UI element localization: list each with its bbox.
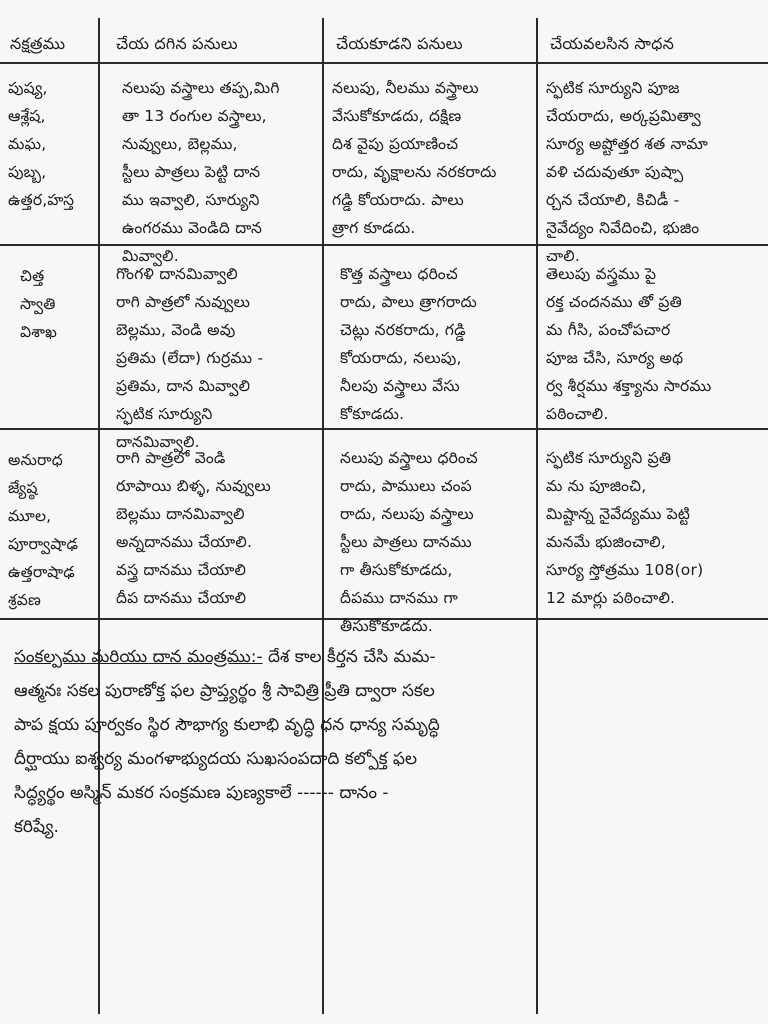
row-2-nakshatras: చిత్త స్వాతి విశాఖ: [20, 267, 57, 341]
row-1-nakshatras: పుష్య, ఆశ్లేష, మఘ, పుబ్బ, ఉత్తర,హస్త: [8, 79, 75, 209]
row-divider-1: [0, 244, 768, 246]
row-1-do: నలుపు వస్త్రాలు తప్ప,మిగి తా 13 రంగుల వస్త్రాలు, నువ్వులు, బెల్లము, స్టీలు పాత్రలు పెట్టి దాన ము ఇవ్వాలి, సూర్యుని ఉంగరము వెండిది దాన మివ్వాలి.: [122, 79, 280, 265]
row-3-nakshatras: అనురాధ జ్యేష్ఠ మూల, పూర్వాషాఢ ఉత్తరాషాఢ శ్రవణ: [8, 451, 79, 609]
row-3-remedy: స్ఫటిక సూర్యుని ప్రతి మ ను పూజించి, మిష్టాన్న నైవేద్యము పెట్టి మనమే భుజించాలి, సూర్య స్తోత్రము 108(or) 12 మార్లు పఠించాలి.: [546, 449, 704, 607]
sankalpa-heading: సంకల్పము మరియు దాన మంత్రము:-: [14, 647, 263, 667]
row-2-dont: కొత్త వస్త్రాలు ధరించ రాదు, పాలు త్రాగరాదు చెట్లు నరకరాదు, గడ్డి కోయరాదు, నలుపు, నీలపు వస్త్రాలు వేసు కోకూడదు.: [340, 265, 477, 423]
row-3-dont: నలుపు వస్త్రాలు ధరించ రాదు, పాములు చంప రాదు, నలుపు వస్త్రాలు స్టీలు పాత్రలు దానము గా తీసుకోకూడదు, దీపము దానము గా తీసుకోకూడదు.: [340, 449, 478, 635]
row-3-do: రాగి పాత్రలో వెండి రూపాయి బిళ్ళ, నువ్వులు బెల్లము దానమివ్వాలి అన్నదానము చేయాలి. వస్త్ర దానము చేయాలి దీప దానము చేయాలి: [116, 449, 271, 607]
row-2-do: గొంగళి దానమివ్వాలి రాగి పాత్రలో నువ్వులు బెల్లము, వెండి అవు ప్రతిమ (లేదా) గుర్రము - ప్రతిమ, దాన మివ్వాలి స్ఫటిక సూర్యుని దానమివ్వాలి.: [116, 265, 264, 451]
column-divider-1: [98, 18, 100, 1014]
row-2-remedy: తెలుపు వస్త్రము పై రక్త చందనము తో ప్రతి మ గీసి, పంచోపచార పూజ చేసి, సూర్య అథ ర్వ శీర్షము శక్త్యాను సారము పఠించాలి.: [546, 265, 712, 423]
header-do: చేయ దగిన పనులు: [116, 34, 238, 53]
header-remedy: చేయవలసిన సాధన: [550, 34, 675, 53]
row-1-remedy: స్ఫటిక సూర్యుని పూజ చేయరాదు, అర్కప్రమిత్వా సూర్య అష్టోత్తర శత నామా వళి చదువుతూ పుష్పా ర్చన చేయాలి, కిచిడీ - నైవేద్యం నివేదించి, భుజిం చాలి.: [546, 79, 708, 265]
sankalpa-mantra-paragraph: [14, 640, 758, 844]
column-divider-3: [536, 18, 538, 1014]
header-dont: చేయకూడని పనులు: [336, 34, 463, 53]
sankalpa-text: దేశ కాల కీర్తన చేసి మమ- ఆత్మనః సకల పురాణోక్త ఫల ప్రాప్త్యర్థం శ్రీ సావిత్రి ప్రీతి ద్వారా సకల పాప క్షయ పూర్వకం స్థిర సౌభాగ్య కులాభి వృద్ధి ధన ధాన్య సమృద్ధి దీర్ఘాయు ఐశ్వర్య మంగళాభ్యుదయ సుఖసంపదాది కల్పోక్త ఫల సిద్ధ్యర్థం అస్మిన్ మకర సంక్రమణ పుణ్యకాలే ------ దానం - కరిష్యే.: [14, 647, 440, 837]
header-nakshatra: నక్షత్రము: [10, 34, 66, 53]
row-divider-header: [0, 62, 768, 64]
column-divider-2: [322, 18, 324, 1014]
row-1-dont: నలుపు, నీలము వస్త్రాలు వేసుకోకూడదు, దక్షిణ దిశ వైపు ప్రయాణించ రాదు, వృక్షాలను నరకరాదు గడ్డి కోయరాదు. పాలు త్రాగ కూడదు.: [332, 79, 497, 237]
